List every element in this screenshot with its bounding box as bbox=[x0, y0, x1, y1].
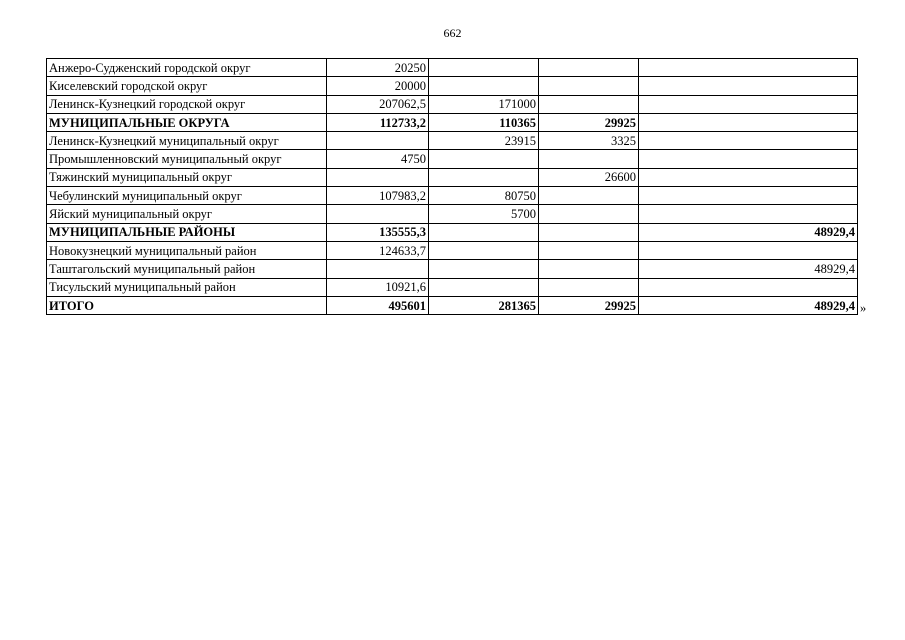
value-cell-3: 26600 bbox=[539, 168, 639, 186]
value-cell-3 bbox=[539, 223, 639, 241]
value-cell-1: 124633,7 bbox=[327, 241, 429, 259]
table-row bbox=[47, 278, 858, 296]
value-cell-1 bbox=[327, 205, 429, 223]
value-cell-2: 23915 bbox=[429, 132, 539, 150]
row-name-cell: Ленинск-Кузнецкий муниципальный округ bbox=[47, 132, 327, 150]
value-cell-1: 112733,2 bbox=[327, 113, 429, 131]
value-cell-1: 207062,5 bbox=[327, 95, 429, 113]
table-row bbox=[47, 296, 858, 314]
value-cell-4: 48929,4 bbox=[639, 296, 858, 314]
value-cell-3: 29925 bbox=[539, 113, 639, 131]
value-cell-1 bbox=[327, 260, 429, 278]
value-cell-2 bbox=[429, 77, 539, 95]
table-row bbox=[47, 223, 858, 241]
value-cell-4 bbox=[639, 95, 858, 113]
table-row bbox=[47, 132, 858, 150]
value-cell-2: 281365 bbox=[429, 296, 539, 314]
row-name-cell: ИТОГО bbox=[47, 296, 327, 314]
value-cell-3 bbox=[539, 260, 639, 278]
value-cell-3 bbox=[539, 205, 639, 223]
row-name-cell: Новокузнецкий муниципальный район bbox=[47, 241, 327, 259]
value-cell-3 bbox=[539, 77, 639, 95]
value-cell-4 bbox=[639, 205, 858, 223]
row-name-cell: Чебулинский муниципальный округ bbox=[47, 187, 327, 205]
table-row bbox=[47, 168, 858, 186]
value-cell-3 bbox=[539, 278, 639, 296]
value-cell-4 bbox=[639, 168, 858, 186]
row-name-cell: МУНИЦИПАЛЬНЫЕ РАЙОНЫ bbox=[47, 223, 327, 241]
row-name-cell: Анжеро-Судженский городской округ bbox=[47, 59, 327, 77]
value-cell-1: 20000 bbox=[327, 77, 429, 95]
value-cell-1 bbox=[327, 168, 429, 186]
value-cell-3 bbox=[539, 95, 639, 113]
value-cell-1: 135555,3 bbox=[327, 223, 429, 241]
value-cell-2: 5700 bbox=[429, 205, 539, 223]
value-cell-3 bbox=[539, 241, 639, 259]
table-row bbox=[47, 241, 858, 259]
row-name-cell: МУНИЦИПАЛЬНЫЕ ОКРУГА bbox=[47, 113, 327, 131]
table-row bbox=[47, 205, 858, 223]
value-cell-3 bbox=[539, 59, 639, 77]
table-row bbox=[47, 260, 858, 278]
value-cell-2: 171000 bbox=[429, 95, 539, 113]
value-cell-3 bbox=[539, 187, 639, 205]
row-name-cell: Тяжинский муниципальный округ bbox=[47, 168, 327, 186]
value-cell-4 bbox=[639, 59, 858, 77]
value-cell-3: 29925 bbox=[539, 296, 639, 314]
value-cell-4: 48929,4 bbox=[639, 260, 858, 278]
budget-table-body bbox=[47, 59, 858, 315]
closing-quote: » bbox=[860, 301, 867, 315]
value-cell-2 bbox=[429, 223, 539, 241]
value-cell-4 bbox=[639, 132, 858, 150]
value-cell-1: 4750 bbox=[327, 150, 429, 168]
table-row bbox=[47, 95, 858, 113]
page-number: 662 bbox=[443, 26, 462, 40]
value-cell-3 bbox=[539, 150, 639, 168]
row-name-cell: Киселевский городской округ bbox=[47, 77, 327, 95]
value-cell-1: 107983,2 bbox=[327, 187, 429, 205]
table-row bbox=[47, 59, 858, 77]
budget-table bbox=[46, 58, 858, 315]
value-cell-4 bbox=[639, 77, 858, 95]
value-cell-4 bbox=[639, 150, 858, 168]
value-cell-2: 80750 bbox=[429, 187, 539, 205]
value-cell-1: 20250 bbox=[327, 59, 429, 77]
value-cell-1: 10921,6 bbox=[327, 278, 429, 296]
table-row bbox=[47, 187, 858, 205]
value-cell-4 bbox=[639, 187, 858, 205]
value-cell-1: 495601 bbox=[327, 296, 429, 314]
value-cell-4 bbox=[639, 241, 858, 259]
value-cell-2 bbox=[429, 150, 539, 168]
row-name-cell: Промышленновский муниципальный округ bbox=[47, 150, 327, 168]
value-cell-2 bbox=[429, 260, 539, 278]
value-cell-3: 3325 bbox=[539, 132, 639, 150]
value-cell-2 bbox=[429, 168, 539, 186]
value-cell-4: 48929,4 bbox=[639, 223, 858, 241]
table-row bbox=[47, 150, 858, 168]
row-name-cell: Тисульский муниципальный район bbox=[47, 278, 327, 296]
value-cell-2: 110365 bbox=[429, 113, 539, 131]
value-cell-4 bbox=[639, 278, 858, 296]
table-row bbox=[47, 77, 858, 95]
table-row bbox=[47, 113, 858, 131]
value-cell-1 bbox=[327, 132, 429, 150]
row-name-cell: Ленинск-Кузнецкий городской округ bbox=[47, 95, 327, 113]
row-name-cell: Таштагольский муниципальный район bbox=[47, 260, 327, 278]
value-cell-2 bbox=[429, 59, 539, 77]
value-cell-2 bbox=[429, 278, 539, 296]
value-cell-4 bbox=[639, 113, 858, 131]
value-cell-2 bbox=[429, 241, 539, 259]
row-name-cell: Яйский муниципальный округ bbox=[47, 205, 327, 223]
